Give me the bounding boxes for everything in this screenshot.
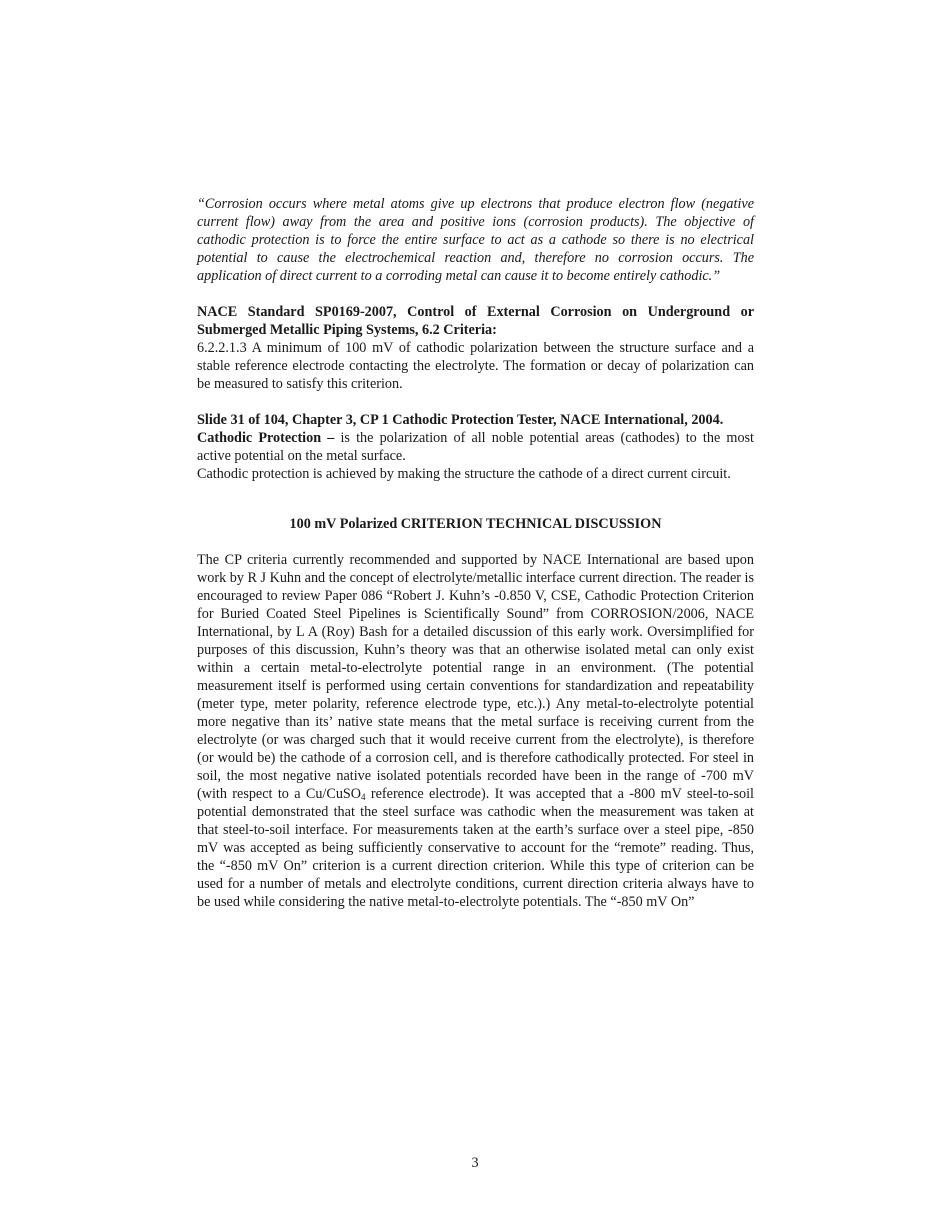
slide-reference-title: Slide 31 of 104, Chapter 3, CP 1 Cathodic Protection Tester, NACE International, 2004. <box>197 412 724 428</box>
document-page <box>197 195 754 911</box>
nace-standard-title: NACE Standard SP0169-2007, Control of External Corrosion on Underground or Submerged Metallic Piping Systems, 6.2 Criteria: <box>197 304 754 338</box>
cathodic-protection-quote: “Corrosion occurs where metal atoms give up electrons that produce electron flow (negative current flow) away from the area and positive ions (corrosion products). The objective of cathodic protection is to force the entire surface to act as a cathode so there is no electrical potential to cause the electrochemical reaction and, therefore no corrosion occurs. The application of direct current to a corroding metal can cause it to become entirely cathodic.” <box>197 196 754 284</box>
technical-discussion-paragraph <box>197 551 754 911</box>
cathodic-protection-note: Cathodic protection is achieved by making the structure the cathode of a direct current circuit. <box>197 466 731 482</box>
discussion-part-1: The CP criteria currently recommended and supported by NACE International are based upon work by R J Kuhn and the concept of electrolyte/metallic interface current direction. The reader is encouraged to review Paper 086 “Robert J. Kuhn’s -0.850 V, CSE, Cathodic Protection Criterion for Buried Coated Steel Pipelines is Scientifically Sound” from CORROSION/2006, NACE International, by L A (Roy) Bash for a detailed discussion of this early work. Oversimplified for purposes of this discussion, Kuhn’s theory was that an otherwise isolated metal can only exist within a certain metal-to-electrolyte potential range in an environment. (The potential measurement itself is performed using certain conventions for standardization and repeatability (meter type, meter polarity, reference electrode type, etc.).) Any metal-to-electrolyte potential more negative than its’ native state means that the metal surface is receiving current from the electrolyte (or was charged such that it would receive current from the electrolyte), is therefore (or would be) the cathode of a corrosion cell, and is therefore cathodically protected. For steel in soil, the most negative native isolated potentials recorded have been in the range of -700 mV (with respect to a Cu/CuSO <box>197 552 754 802</box>
definition-term: Cathodic Protection – <box>197 430 335 446</box>
page-number: 3 <box>471 1155 479 1171</box>
discussion-part-2: reference electrode). It was accepted that a -800 mV steel-to-soil potential demonstrated that the steel surface was cathodic when the measurement was taken at that steel-to-soil interface. For measurements taken at the earth’s surface over a steel pipe, -850 mV was accepted as being sufficiently conservative to account for the “remote” reading. Thus, the “-850 mV On” criterion is a current direction criterion. While this type of criterion can be used for a number of metals and electrolyte conditions, current direction criteria always have to be used while considering the native metal-to-electrolyte potentials. The “-850 mV On” <box>197 786 754 910</box>
spacer <box>197 393 754 411</box>
sulfate-subscript: 4 <box>361 792 366 802</box>
spacer <box>197 533 754 551</box>
spacer <box>197 483 754 515</box>
cathodic-protection-definition <box>197 429 754 465</box>
spacer <box>197 285 754 303</box>
section-heading: 100 mV Polarized CRITERION TECHNICAL DISCUSSION <box>289 516 662 532</box>
nace-standard-body: 6.2.2.1.3 A minimum of 100 mV of cathodic polarization between the structure surface and a stable reference electrode contacting the electrolyte. The formation or decay of polarization can be measured to satisfy this criterion. <box>197 340 754 392</box>
definition-text: is the polarization of all noble potential areas (cathodes) to the most active potential on the metal surface. <box>197 430 754 464</box>
